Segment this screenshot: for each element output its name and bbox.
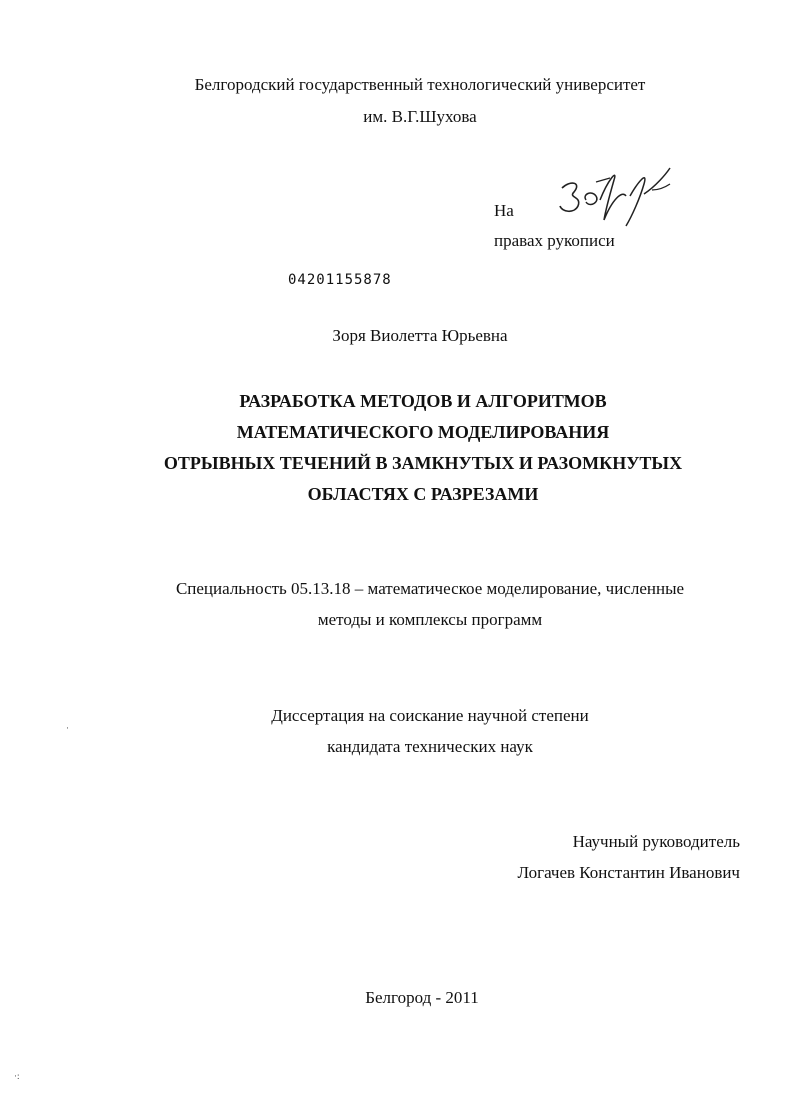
scan-speck: · <box>66 723 69 733</box>
dissertation-degree-line2: кандидата технических наук <box>327 737 533 756</box>
title-line: МАТЕМАТИЧЕСКОГО МОДЕЛИРОВАНИЯ <box>236 422 610 442</box>
title-line: РАЗРАБОТКА МЕТОДОВ И АЛГОРИТМОВ <box>239 391 607 411</box>
title-line: ОТРЫВНЫХ ТЕЧЕНИЙ В ЗАМКНУТЫХ И РАЗОМКНУТЫХ <box>163 453 683 473</box>
manuscript-rights-na: На <box>494 201 514 220</box>
author-name: Зоря Виолетта Юрьевна <box>332 326 508 345</box>
advisor-name: Логачев Константин Иванович <box>517 863 740 882</box>
dissertation-title <box>0 386 792 510</box>
title-line: ОБЛАСТЯХ С РАЗРЕЗАМИ <box>307 484 539 504</box>
dissertation-degree-line1: Диссертация на соискание научной степени <box>271 706 589 725</box>
scan-speck: ·: <box>14 1071 20 1081</box>
institution-name-line1: Белгородский государственный технологический университет <box>194 75 646 94</box>
handwritten-signature-icon <box>552 160 682 230</box>
advisor-label: Научный руководитель <box>572 832 740 851</box>
speciality-line1: Специальность 05.13.18 – математическое моделирование, численные <box>175 579 685 598</box>
place-year: Белгород - 2011 <box>365 988 479 1007</box>
speciality-line2: методы и комплексы программ <box>317 610 543 629</box>
catalog-code: 04201155878 <box>288 272 392 288</box>
manuscript-rights-label: правах рукописи <box>494 231 615 250</box>
institution-name-line2: им. В.Г.Шухова <box>363 107 477 126</box>
